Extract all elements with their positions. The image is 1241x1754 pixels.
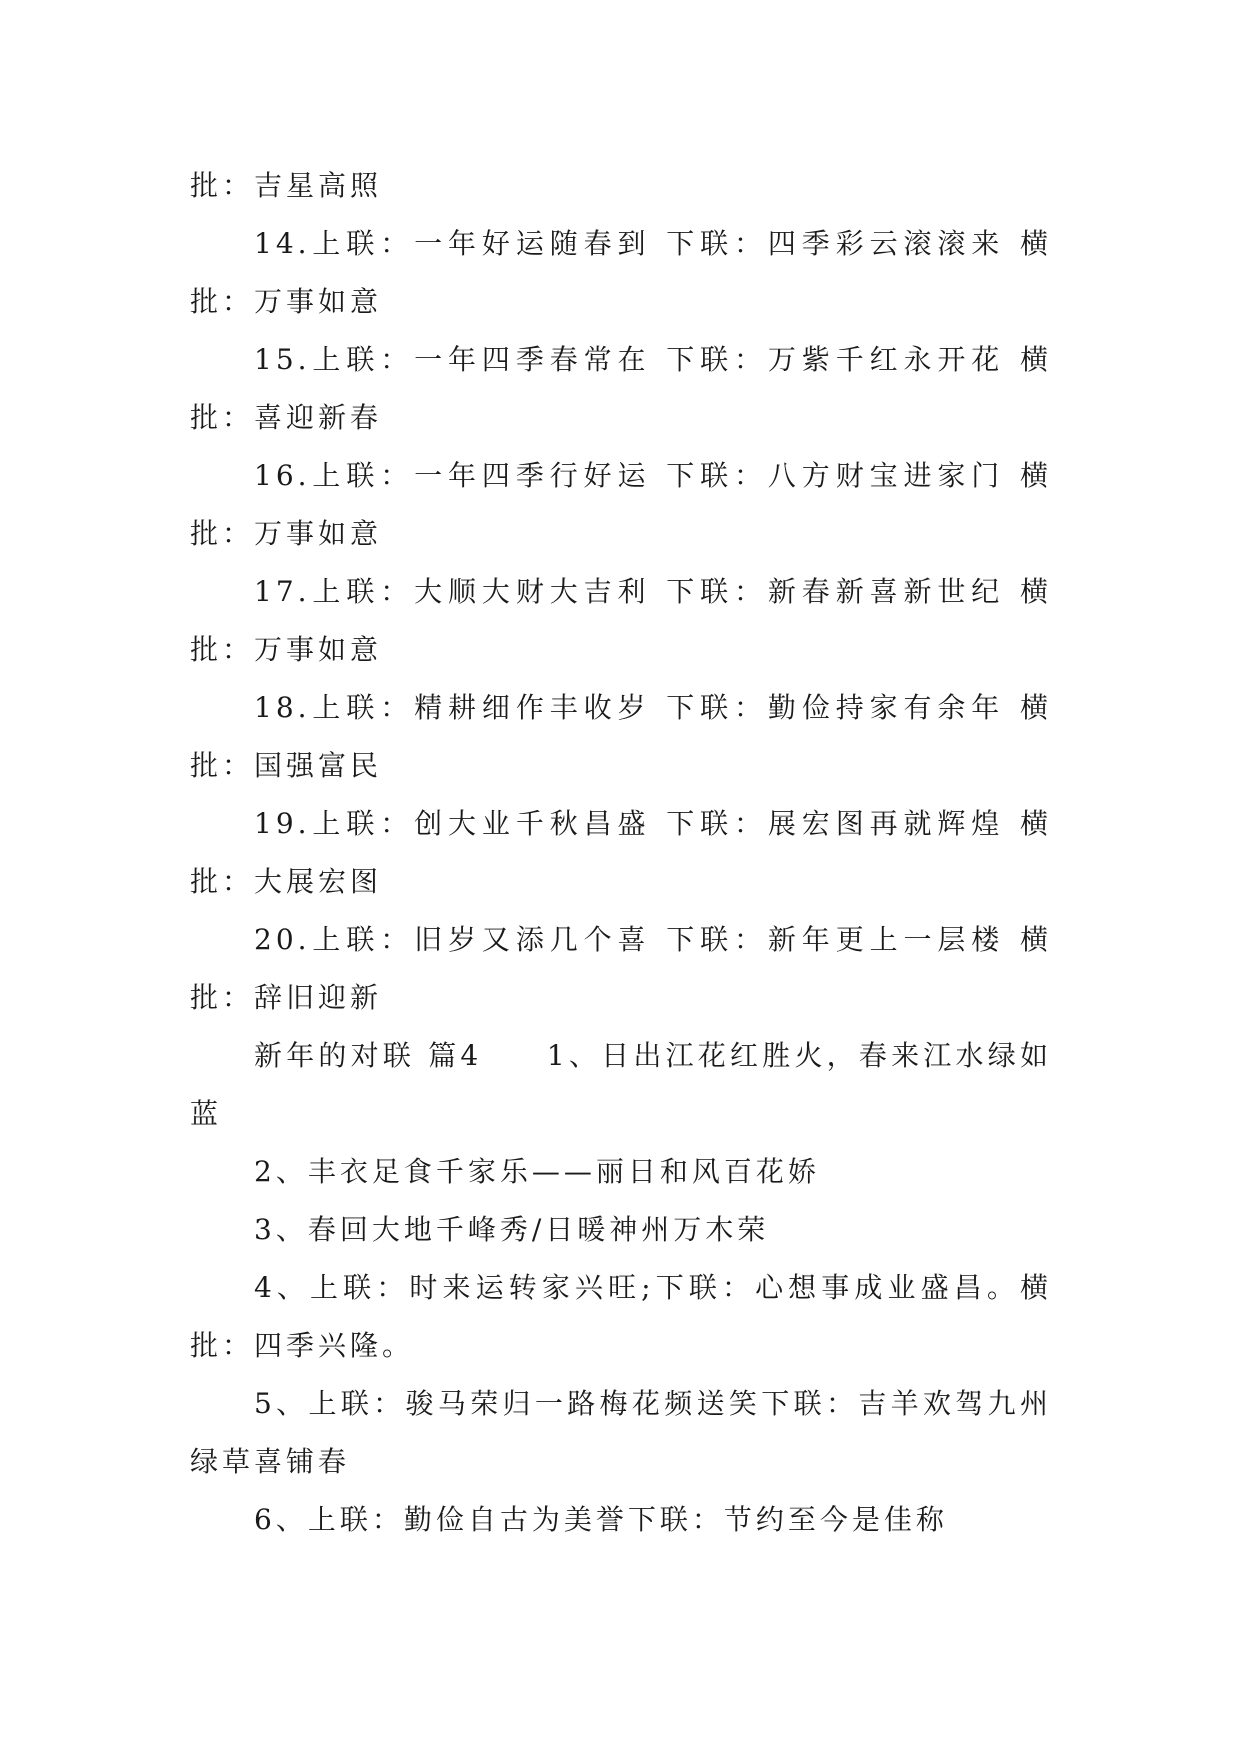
- paragraph: 2、丰衣足食千家乐——丽日和风百花娇: [254, 1155, 820, 1188]
- paragraph: 20.上联：旧岁又添几个喜 下联：新年更上一层楼 横批：辞旧迎新: [190, 923, 1052, 1014]
- paragraph: 3、春回大地千峰秀/日暖神州万木荣: [254, 1213, 770, 1246]
- paragraph: 6、上联：勤俭自古为美誉下联：节约至今是佳称: [254, 1503, 948, 1536]
- paragraph: 19.上联：创大业千秋昌盛 下联：展宏图再就辉煌 横批：大展宏图: [190, 807, 1052, 898]
- paragraph: 5、上联：骏马荣归一路梅花频送笑下联：吉羊欢驾九州绿草喜铺春: [190, 1387, 1052, 1478]
- paragraph: 批：吉星高照: [190, 169, 383, 202]
- document-body: [190, 157, 1052, 1549]
- paragraph: 4、上联：时来运转家兴旺;下联：心想事成业盛昌。横批：四季兴隆。: [190, 1271, 1052, 1362]
- paragraph: 14.上联：一年好运随春到 下联：四季彩云滚滚来 横批：万事如意: [190, 227, 1052, 318]
- paragraph: 17.上联：大顺大财大吉利 下联：新春新喜新世纪 横批：万事如意: [190, 575, 1052, 666]
- paragraph: 18.上联：精耕细作丰收岁 下联：勤俭持家有余年 横批：国强富民: [190, 691, 1052, 782]
- section-heading-paragraph: 新年的对联 篇4 1、日出江花红胜火，春来江水绿如蓝: [190, 1039, 1052, 1130]
- paragraph: 15.上联：一年四季春常在 下联：万紫千红永开花 横批：喜迎新春: [190, 343, 1052, 434]
- paragraph: 16.上联：一年四季行好运 下联：八方财宝进家门 横批：万事如意: [190, 459, 1052, 550]
